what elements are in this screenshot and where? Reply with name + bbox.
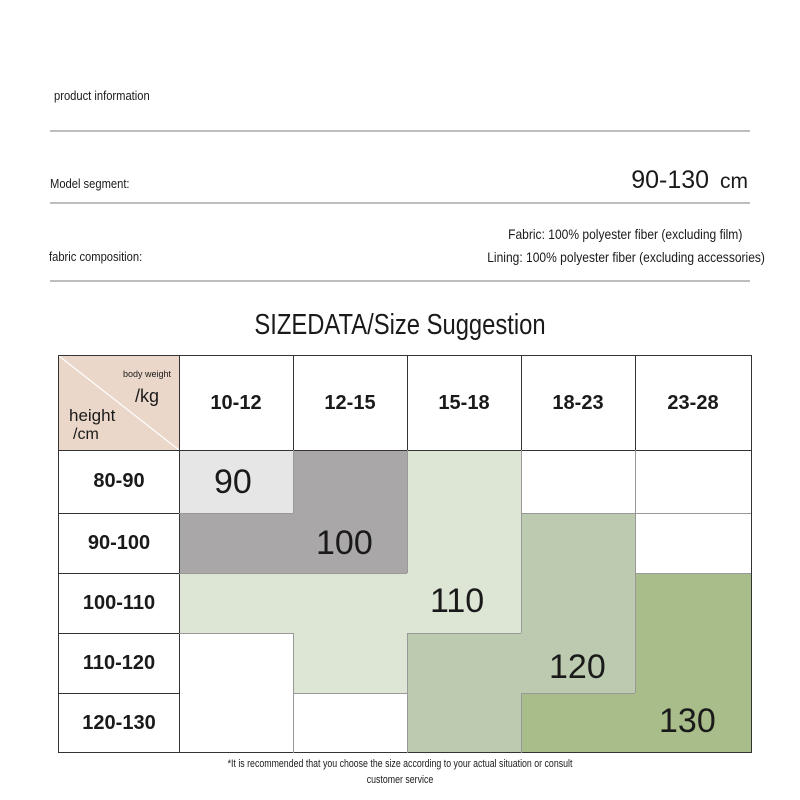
model-segment-label: Model segment: xyxy=(50,176,130,191)
region-line xyxy=(179,633,293,634)
height-row-header: 90-100 xyxy=(87,531,151,554)
grid-line xyxy=(179,355,180,753)
region-line xyxy=(635,450,636,573)
corner-height-unit: /cm xyxy=(73,426,99,443)
grid-line xyxy=(58,752,752,753)
region-line xyxy=(179,513,293,514)
region-line xyxy=(635,573,636,693)
grid-line xyxy=(521,355,522,450)
region-line xyxy=(521,450,522,633)
height-row-header: 110-120 xyxy=(82,651,156,674)
footnote-line-2: customer service xyxy=(366,774,434,786)
size-region-100 xyxy=(179,513,293,573)
weight-col-header: 23-28 xyxy=(667,391,719,414)
grid-line xyxy=(635,355,636,450)
size-region-130 xyxy=(521,693,635,753)
model-segment-unit: cm xyxy=(720,170,748,193)
size-label-100: 100 xyxy=(316,524,373,562)
region-line xyxy=(635,573,751,574)
height-row-header: 120-130 xyxy=(82,711,156,734)
size-label-90: 90 xyxy=(214,463,252,501)
size-chart-title: SIZEDATA/Size Suggestion xyxy=(254,309,546,341)
height-row-header: 80-90 xyxy=(93,470,145,492)
region-line xyxy=(521,693,635,694)
weight-col-header: 15-18 xyxy=(438,391,490,414)
weight-col-header: 12-15 xyxy=(324,391,376,414)
weight-col-header: 10-12 xyxy=(210,391,262,414)
corner-height-label: height xyxy=(69,406,116,425)
grid-line xyxy=(58,693,179,694)
region-line xyxy=(521,693,522,753)
region-line xyxy=(179,573,407,574)
fabric-line-1: Fabric: 100% polyester fiber (excluding film) xyxy=(507,226,742,242)
grid-line xyxy=(58,355,752,356)
size-label-120: 120 xyxy=(549,648,606,686)
fabric-label: fabric composition: xyxy=(49,249,143,264)
corner-weight-unit: /kg xyxy=(135,386,160,406)
size-label-110: 110 xyxy=(430,582,485,620)
size-region-110 xyxy=(179,573,407,633)
grid-line xyxy=(407,355,408,450)
model-segment-range: 90-130 xyxy=(631,166,710,194)
region-line xyxy=(293,450,294,513)
grid-line xyxy=(58,633,179,634)
size-region-120 xyxy=(407,633,521,753)
region-line xyxy=(407,450,408,573)
fabric-line-2: Lining: 100% polyester fiber (excluding accessories) xyxy=(487,249,765,265)
region-line xyxy=(407,633,521,634)
footnote-line-1: *It is recommended that you choose the size according to your actual situation or consult xyxy=(227,758,573,770)
table-corner xyxy=(59,356,179,450)
height-row-header: 100-110 xyxy=(82,591,156,614)
grid-line xyxy=(58,450,752,451)
size-region-110 xyxy=(293,633,407,693)
size-label-130: 130 xyxy=(659,702,716,740)
grid-line xyxy=(751,355,752,753)
product-info-label: product information xyxy=(54,88,150,103)
grid-line xyxy=(58,573,179,574)
weight-col-header: 18-23 xyxy=(552,391,604,414)
region-line xyxy=(293,693,407,694)
footnote xyxy=(0,756,800,788)
corner-weight-caption: body weight xyxy=(123,369,172,379)
grid-line xyxy=(58,513,179,514)
region-line xyxy=(407,633,408,753)
region-line xyxy=(521,513,751,514)
grid-line xyxy=(293,355,294,450)
